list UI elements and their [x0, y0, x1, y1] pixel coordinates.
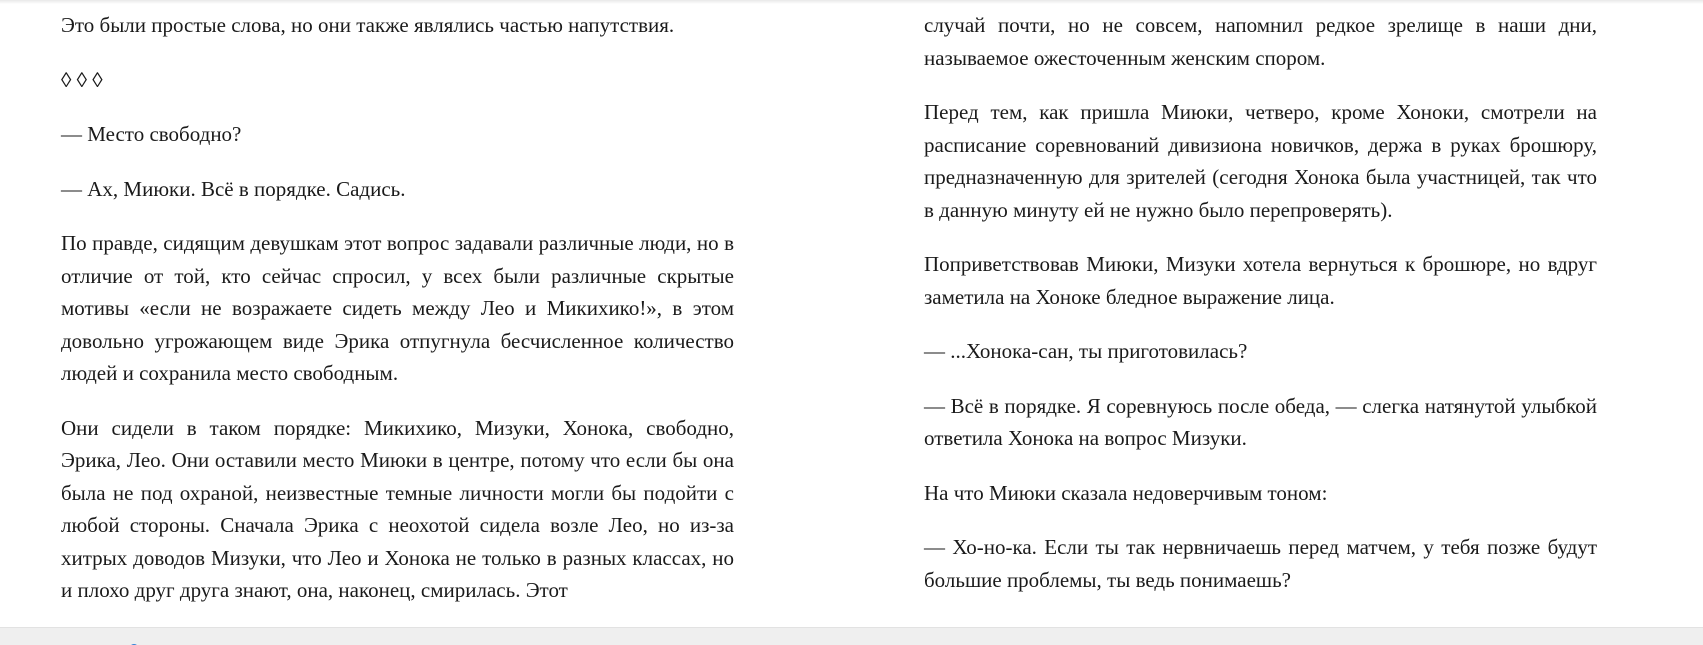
- paragraph: Перед тем, как пришла Миюки, четверо, кроме Хоноки, смотрели на расписание соревнований дивизиона новичков, держа в руках брошюру, предназначенную для зрителей (сегодня Хонока была участницей, так что в данную минуту ей не нужно было перепроверять).: [924, 100, 1597, 222]
- top-edge-shadow: [0, 0, 1703, 4]
- paragraph: Это были простые слова, но они также являлись частью напутствия.: [61, 13, 675, 37]
- paragraph: Поприветствовав Миюки, Мизуки хотела вернуться к брошюре, но вдруг заметила на Хоноке бледное выражение лица.: [924, 252, 1597, 309]
- left-page-column: [61, 9, 734, 629]
- paragraph: По правде, сидящим девушкам этот вопрос задавали различные люди, но в отличие от той, кто сейчас спросил, у всех были различные скрытые мотивы «если не возражаете сидеть между Лео и Микихико!», в этом довольно угрожающем виде Эрика отпугнула бесчисленное количество людей и сохранила место свободным.: [61, 231, 734, 385]
- dialogue-line: — Ах, Миюки. Всё в порядке. Садись.: [61, 176, 406, 201]
- scene-break: ◊ ◊ ◊: [61, 67, 103, 92]
- reading-progress-bar[interactable]: [0, 627, 1703, 645]
- paragraph: На что Миюки сказала недоверчивым тоном:: [924, 480, 1328, 505]
- paragraph: случай почти, но не совсем, напомнил редкое зрелище в наши дни, называемое ожесточенным женским спором.: [924, 13, 1597, 70]
- dialogue-line: — Всё в порядке. Я соревнуюсь после обеда, — слегка натянутой улыбкой ответила Хонока на вопрос Мизуки.: [924, 393, 1597, 450]
- dialogue-line: — Место свободно?: [61, 122, 242, 146]
- dialogue-line: — Хо-но-ка. Если ты так нервничаешь перед матчем, у тебя позже будут большие проблемы, ты ведь понимаешь?: [924, 535, 1597, 592]
- paragraph: Они сидели в таком порядке: Микихико, Мизуки, Хонока, свободно, Эрика, Лео. Они оставили место Миюки в центре, потому что если бы она была не под охраной, неизвестные темные личности могли бы подойти с любой стороны. Сначала Эрика с неохотой сидела возле Лео, но из-за хитрых доводов Мизуки, что Лео и Хонока не только в разных классах, но и плохо друг друга знают, она, наконец, смирилась. Этот: [61, 415, 734, 602]
- dialogue-line: — ...Хонока-сан, ты приготовилась?: [924, 339, 1248, 363]
- right-page-column: [924, 9, 1597, 618]
